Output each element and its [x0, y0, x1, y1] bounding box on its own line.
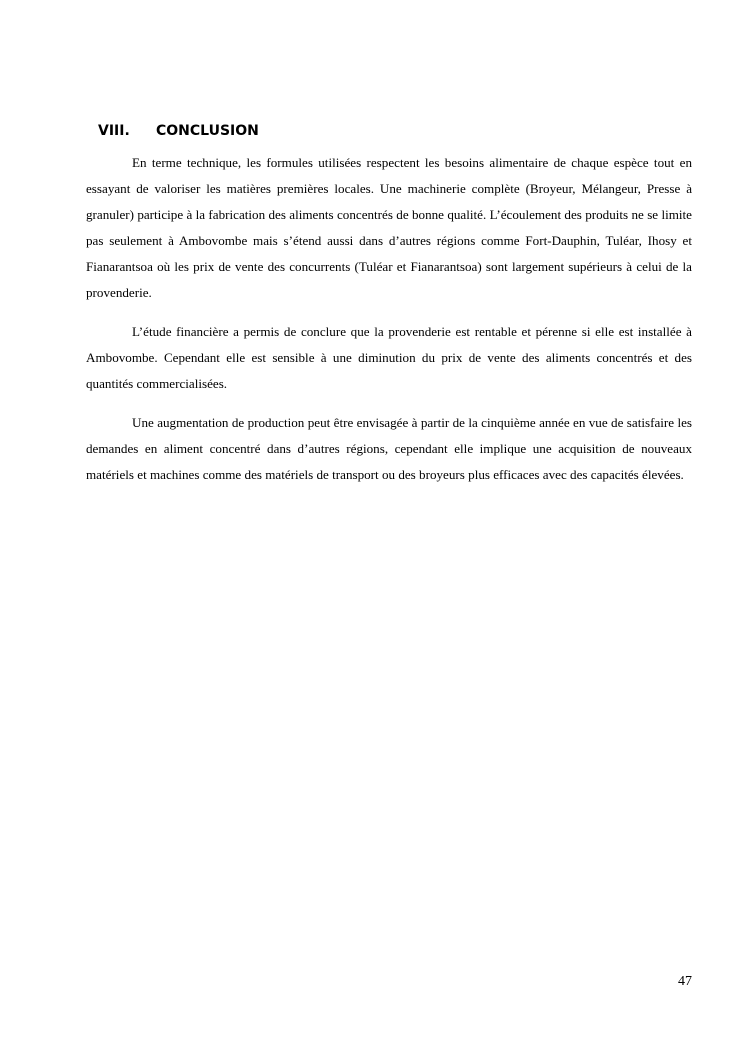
paragraph-conclusion-financiere: L’étude financière a permis de conclure que la provenderie est rentable et pérenne si elle est installée à Ambovombe. Cependant elle est sensible à une diminution du prix de vente des aliments concentrés et des quantités commercialisées.: [86, 324, 692, 391]
section-heading: [98, 121, 259, 141]
section-title: CONCLUSION: [156, 123, 259, 139]
body-text: [86, 150, 692, 501]
page-number: 47: [678, 974, 692, 989]
paragraph-conclusion-perspectives: Une augmentation de production peut être envisagée à partir de la cinquième année en vue de satisfaire les demandes en aliment concentré dans d’autres régions, cependant elle implique une acquisition de nouveaux matériels et machines comme des matériels de transport ou des broyeurs plus efficaces avec des capacités élevées.: [86, 415, 692, 482]
section-number: VIII.: [98, 123, 130, 139]
paragraph-conclusion-technique: En terme technique, les formules utilisées respectent les besoins alimentaire de chaque espèce tout en essayant de valoriser les matières premières locales. Une machinerie complète (Broyeur, Mélangeur, Presse à granuler) participe à la fabrication des aliments concentrés de bonne qualité. L’écoulement des produits ne se limite pas seulement à Ambovombe mais s’étend aussi dans d’autres régions comme Fort-Dauphin, Tuléar, Ihosy et Fianarantsoa où les prix de vente des concurrents (Tuléar et Fianarantsoa) sont largement supérieurs à celui de la provenderie.: [86, 155, 692, 300]
